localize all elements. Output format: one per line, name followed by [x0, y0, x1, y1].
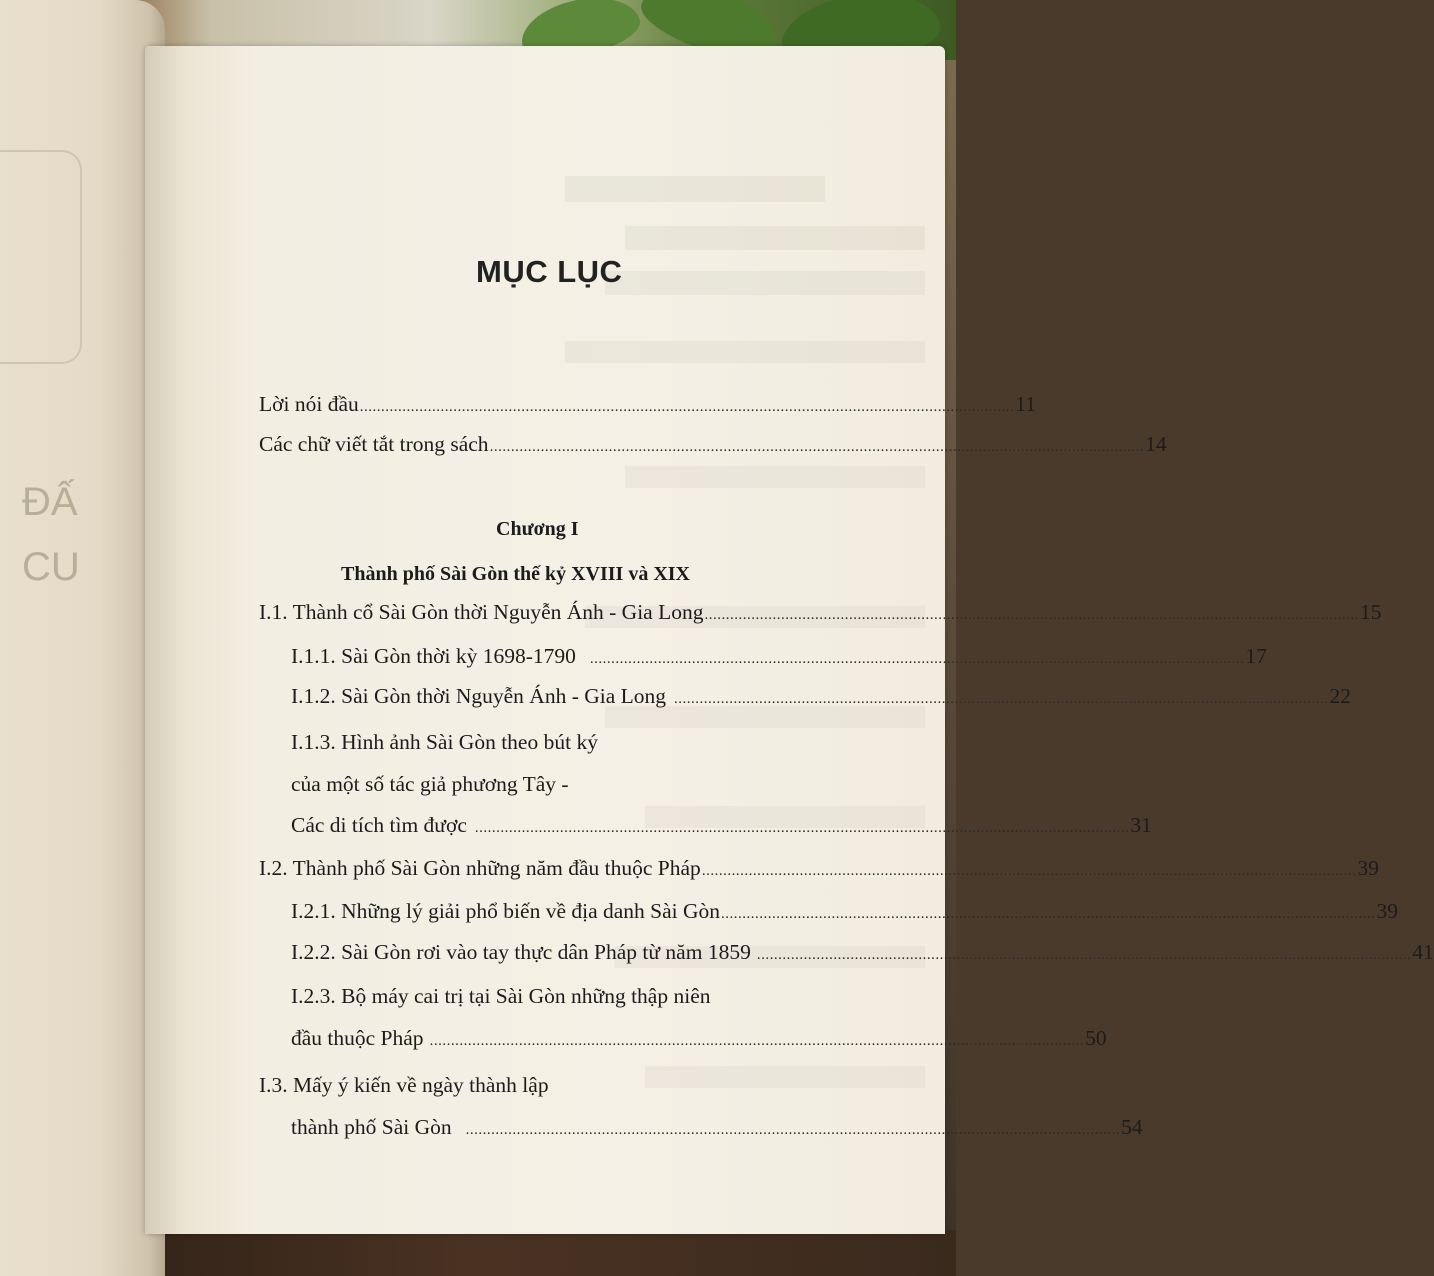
toc-page-number: 39	[1357, 856, 1379, 880]
toc-entry-text: Các chữ viết tắt trong sách	[259, 432, 489, 456]
dot-leader: ..........................................................................................................................................................	[589, 651, 1245, 667]
toc-page-number: 54	[1121, 1115, 1143, 1139]
toc-entry	[291, 1115, 1143, 1140]
toc-page-number: 14	[1145, 432, 1167, 456]
dot-leader: ..........................................................................................................................................................	[429, 1033, 1085, 1049]
chapter-title: Thành phố Sài Gòn thế kỷ XVIII và XIX	[341, 563, 691, 585]
toc-entry-text: I.2. Thành phố Sài Gòn những năm đầu thuộc Pháp	[259, 856, 701, 880]
toc-page-number: 41	[1412, 940, 1434, 964]
toc-entry-text: I.1. Thành cổ Sài Gòn thời Nguyễn Ánh - Gia Long	[259, 600, 704, 624]
dot-leader: ..........................................................................................................................................................	[465, 1122, 1121, 1138]
toc-entry	[291, 813, 1152, 838]
dot-leader: ..........................................................................................................................................................	[489, 439, 1145, 455]
toc-entry	[291, 940, 1434, 965]
toc-entry-text: Lời nói đầu	[259, 392, 359, 416]
toc-entry-text: Các di tích tìm được	[291, 813, 467, 837]
toc-entry	[291, 644, 1267, 669]
toc-entry	[259, 856, 1379, 881]
toc-entry	[259, 600, 1382, 625]
toc-page-number: 22	[1329, 684, 1352, 708]
toc-entry-text: của một số tác giả phương Tây -	[291, 772, 569, 796]
left-page-print-2: CU	[22, 545, 80, 589]
toc-page-number: 39	[1376, 899, 1399, 923]
toc-entry-abbreviations	[259, 432, 1167, 457]
toc-page-number: 31	[1130, 813, 1152, 837]
dot-leader: ..........................................................................................................................................................	[359, 399, 1015, 415]
dot-leader: ..........................................................................................................................................................	[704, 607, 1359, 623]
toc-page-number: 17	[1245, 644, 1267, 668]
toc-entry	[291, 684, 1352, 709]
toc-entry-text: I.2.3. Bộ máy cai trị tại Sài Gòn những thập niên	[291, 984, 711, 1008]
dot-leader: ..........................................................................................................................................................	[756, 947, 1412, 963]
page-title: MỤC LỤC	[476, 254, 623, 289]
toc-entry-text: I.2.1. Những lý giải phổ biến về địa danh Sài Gòn	[291, 899, 721, 923]
toc-page-number: 50	[1085, 1026, 1107, 1050]
chapter-label: Chương I	[496, 518, 579, 540]
toc-entry-text: I.1.1. Sài Gòn thời kỳ 1698-1790	[291, 644, 576, 668]
toc-entry	[291, 1026, 1107, 1051]
toc-entry	[291, 899, 1399, 924]
dot-leader: ..........................................................................................................................................................	[701, 863, 1357, 879]
toc-entry-text: I.1.2. Sài Gòn thời Nguyễn Ánh - Gia Long	[291, 684, 667, 708]
dot-leader: ..........................................................................................................................................................	[474, 820, 1130, 836]
left-page-print-1: ĐẤ	[22, 480, 78, 524]
toc-entry-text: I.3. Mấy ý kiến về ngày thành lập	[259, 1073, 549, 1097]
toc-entry-text: đầu thuộc Pháp	[291, 1026, 424, 1050]
toc-page-number: 15	[1360, 600, 1382, 624]
toc-entry-text: I.2.2. Sài Gòn rơi vào tay thực dân Pháp từ năm 1859	[291, 940, 751, 964]
toc-entry-preface	[259, 392, 1036, 417]
toc-entry-text: I.1.3. Hình ảnh Sài Gòn theo bút ký	[291, 730, 598, 754]
toc-entry-text: thành phố Sài Gòn	[291, 1115, 452, 1139]
dot-leader: ..........................................................................................................................................................	[674, 691, 1329, 707]
toc-page-number: 11	[1015, 392, 1036, 416]
dot-leader: ..........................................................................................................................................................	[721, 906, 1376, 922]
